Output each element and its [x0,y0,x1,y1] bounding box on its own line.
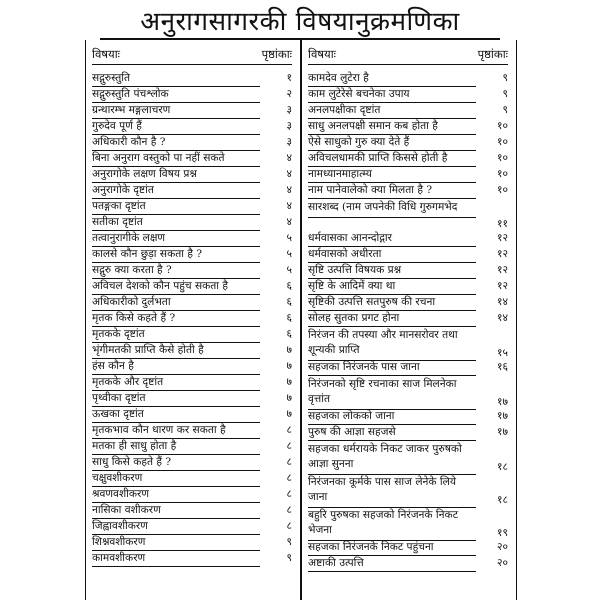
toc-entry [92,296,292,312]
entry-page-number: ८ [286,424,292,436]
entry-title: सद्गुरुस्तुति [92,72,264,87]
toc-entry [308,248,508,264]
toc-entry [308,184,508,200]
entry-page-number: ८ [286,520,292,532]
header-rule [92,64,292,65]
toc-entry [308,168,508,184]
right-subject-heading: विषयाः [308,47,336,61]
toc-entry [92,312,292,328]
toc-entry [308,426,508,442]
toc-entry [308,296,508,312]
entry-title: अनुरागोके लक्षण विषय प्रश्न [92,168,264,183]
toc-entry [308,104,508,120]
entry-page-number: ११ [496,218,508,230]
toc-entry [308,328,508,361]
entry-page-number: १० [496,168,508,180]
entry-title: अविचलधामकी प्राप्ति किससे होती है [308,152,480,167]
toc-entry [92,344,292,360]
left-entries [92,72,292,568]
entry-page-number: ४ [286,168,292,180]
entry-title: पतङ्गका दृष्टांत [92,200,264,215]
entry-page-number: ४ [286,184,292,196]
toc-entry [92,472,292,488]
entry-page-number: ९ [502,72,508,84]
entry-page-number: ९ [286,536,292,548]
toc-entry [92,440,292,456]
entry-page-number: ६ [286,328,292,340]
right-column [308,44,508,573]
entry-page-number: १७ [496,426,508,438]
entry-title: जिह्वावशीकरण [92,520,264,535]
entry-title: सारशब्द (नाम जपनेकी विधि गुरुगमभेद [308,200,480,218]
entry-page-number: ९ [502,104,508,116]
entry-title: नाम पानेवालेको क्या मिलता है ? [308,184,480,199]
entry-title: हंस कौन है [92,360,264,375]
toc-entry [308,361,508,377]
toc-entry [308,200,508,232]
entry-title: सहजका धर्मरायके निकट जाकर पुरुषको आज्ञा सुनना [308,442,480,475]
entry-page-number: २० [496,557,508,569]
left-column [92,44,292,568]
toc-entry [92,280,292,296]
entry-title: चक्षुवशीकरण [92,472,264,487]
entry-title: सहजका निरंजनके पास जाना [308,361,480,376]
toc-entry [92,360,292,376]
entry-page-number: ८ [286,488,292,500]
entry-title: ग्रन्थारम्भ मङ्गलाचरण [92,104,264,119]
toc-entry [92,456,292,472]
entry-page-number: १७ [496,410,508,422]
entry-page-number: १२ [496,248,508,260]
entry-title: पुरुष की आज्ञा सहजसे [308,426,480,441]
entry-title: नामध्यानमाहात्म्य [308,168,480,183]
toc-entry [92,248,292,264]
entry-page-number: ९ [286,552,292,564]
entry-title: सृष्टि उत्पत्ति विषयक प्रश्न [308,264,480,279]
entry-page-number: ८ [286,440,292,452]
toc-entry [92,488,292,504]
entry-title: काम लुटेरेसे बचनेका उपाय [308,88,480,103]
entry-title: सद्गुरुस्तुति पंचश्लोक [92,88,264,103]
entry-title: निरंजन की तपस्या और मानसरोवर तथा शून्यकी प्राप्ति [308,328,480,361]
entry-page-number: १२ [496,264,508,276]
toc-entry [308,377,508,410]
entry-page-number: ७ [286,344,292,356]
toc-entry [308,442,508,475]
entry-title: मृतकभाव कौन धारण कर सकता है [92,424,264,439]
entry-page-number: १७ [496,396,508,408]
toc-entry [92,504,292,520]
toc-entry [308,475,508,508]
entry-title: अधिकारीको दुर्लभता [92,296,264,311]
entry-page-number: ५ [286,232,292,244]
entry-title: कामदेव लुटेरा है [308,72,480,87]
toc-entry [92,136,292,152]
entry-title: अविचल देशको कौन पहुंच सकता है [92,280,264,295]
right-page-heading: पृष्ठांकाः [477,47,508,61]
entry-page-number: १८ [496,461,508,473]
entry-title: धर्मवासका आनन्दोद्गार [308,232,480,247]
entry-page-number: १८ [496,494,508,506]
entry-title: अनलपक्षीका दृष्टांत [308,104,480,119]
entry-page-number: १४ [496,312,508,324]
toc-entry [308,88,508,104]
toc-entry [92,408,292,424]
toc-entry [308,508,508,541]
entry-title: सृष्टि के आदिमें क्या था [308,280,480,295]
entry-title: मतका ही साधु होता है [92,440,264,455]
entry-title: भृंगीमतकी प्राप्ति कैसे होती है [92,344,264,359]
entry-title: सतीका दृष्टांत [92,216,264,231]
toc-entry [308,136,508,152]
entry-page-number: १५ [496,347,508,359]
toc-entry [92,232,292,248]
toc-entry [92,552,292,568]
entry-page-number: ३ [286,104,292,116]
entry-page-number: १० [496,152,508,164]
entry-title: अधिकारी कौन है ? [92,136,264,151]
left-page-heading: पृष्ठांकाः [261,47,292,61]
entry-title: साधु किसे कहते हैं ? [92,456,264,471]
entry-page-number: ८ [286,504,292,516]
entry-title: नासिका वशीकरण [92,504,264,519]
entry-title: अनुरागोके दृष्टांत [92,184,264,199]
entry-page-number: ३ [286,136,292,148]
entry-title: ऊखका दृष्टांत [92,408,264,423]
toc-entry [92,200,292,216]
toc-entry [308,120,508,136]
entry-title: पृथ्वीका दृष्टांत [92,392,264,407]
entry-title: निरंजनको सृष्टि रचनाका साज मिलनेका वृत्तांत [308,377,480,410]
entry-page-number: ४ [286,152,292,164]
toc-entry [308,232,508,248]
toc-entry [92,152,292,168]
entry-page-number: २ [286,88,292,100]
entry-page-number: ४ [286,216,292,228]
left-column-header [92,44,292,64]
entry-title: बहुरि पुरुषका सहजको निरंजनके निकट भेजना [308,508,480,541]
entry-page-number: ६ [286,280,292,292]
entry-title: सहजका निरंजनके निकट पहुंचना [308,541,480,556]
toc-entry [308,72,508,88]
entry-title: सोलह सुतका प्रगट होना [308,312,480,327]
toc-entry [308,557,508,573]
toc-entry [92,104,292,120]
toc-entry [92,536,292,552]
left-subject-heading: विषयाः [92,47,120,61]
entry-page-number: १२ [496,232,508,244]
entry-title: कामवशीकरण [92,552,264,567]
toc-entry [308,280,508,296]
toc-entry [92,264,292,280]
entry-page-number: ५ [286,248,292,260]
toc-entry [92,72,292,88]
entry-page-number: १० [496,184,508,196]
toc-entry [92,520,292,536]
entry-title: कालसे कौन छुड़ा सकता है ? [92,248,264,263]
entry-page-number: ९ [502,88,508,100]
toc-entry [92,392,292,408]
entry-title: ऐसे साधुको गुरु क्या देते हैं [308,136,480,151]
entry-title: गुरुदेव पूर्ण हैं [92,120,264,135]
entry-page-number: ५ [286,264,292,276]
entry-page-number: ३ [286,120,292,132]
entry-page-number: ७ [286,376,292,388]
toc-entry [308,410,508,426]
entry-page-number: १६ [496,361,508,373]
entry-page-number: ६ [286,312,292,324]
entry-title: मृतकके दृष्टांत [92,328,264,343]
right-column-header [308,44,508,64]
entry-title: धर्मवासको अधीरता [308,248,480,263]
entry-page-number: १४ [496,296,508,308]
toc-entry [92,168,292,184]
toc-entry [308,152,508,168]
entry-title: तत्वानुरागीके लक्षण [92,232,264,247]
toc-entry [308,312,508,328]
toc-entry [308,264,508,280]
right-entries [308,72,508,573]
entry-title: बिना अनुराग वस्तुको पा नहीं सकते [92,152,264,167]
entry-page-number: २० [496,541,508,553]
entry-page-number: ८ [286,472,292,484]
entry-page-number: १९ [496,527,508,539]
column-divider [300,40,302,600]
entry-title: सद्गुरु क्या करता है ? [92,264,264,279]
entry-page-number: ७ [286,408,292,420]
toc-entry [92,424,292,440]
entry-title: अष्टाकी उत्पत्ति [308,557,480,572]
toc-entry [92,88,292,104]
entry-page-number: ४ [286,200,292,212]
entry-title: शिश्नवशीकरण [92,536,264,551]
entry-title: श्रवणवशीकरण [92,488,264,503]
toc-entry [92,120,292,136]
entry-page-number: १० [496,120,508,132]
entry-page-number: १० [496,136,508,148]
entry-page-number: ६ [286,296,292,308]
entry-title: सहजका लोकको जाना [308,410,480,425]
toc-entry [92,216,292,232]
entry-page-number: ८ [286,456,292,468]
entry-page-number: १२ [496,280,508,292]
entry-page-number: १ [286,72,292,84]
toc-entry [308,541,508,557]
entry-title: मृतकके और दृष्टांत [92,376,264,391]
entry-title: मृतक किसे कहते हैं ? [92,312,264,327]
entry-title: सृष्टिकी उत्पत्ति सतपुरुष की रचना [308,296,480,311]
header-rule [308,64,508,65]
page-title: अनुरागसागरकी विषयानुक्रमणिका [140,7,460,37]
entry-page-number: ७ [286,392,292,404]
toc-entry [92,328,292,344]
entry-page-number: ७ [286,360,292,372]
entry-title: साधु अनलपक्षी समान कब होता है [308,120,480,135]
toc-entry [92,376,292,392]
entry-title: निरंजनका कूर्मके पास साज लेनेके लिये जाना [308,475,480,508]
toc-entry [92,184,292,200]
